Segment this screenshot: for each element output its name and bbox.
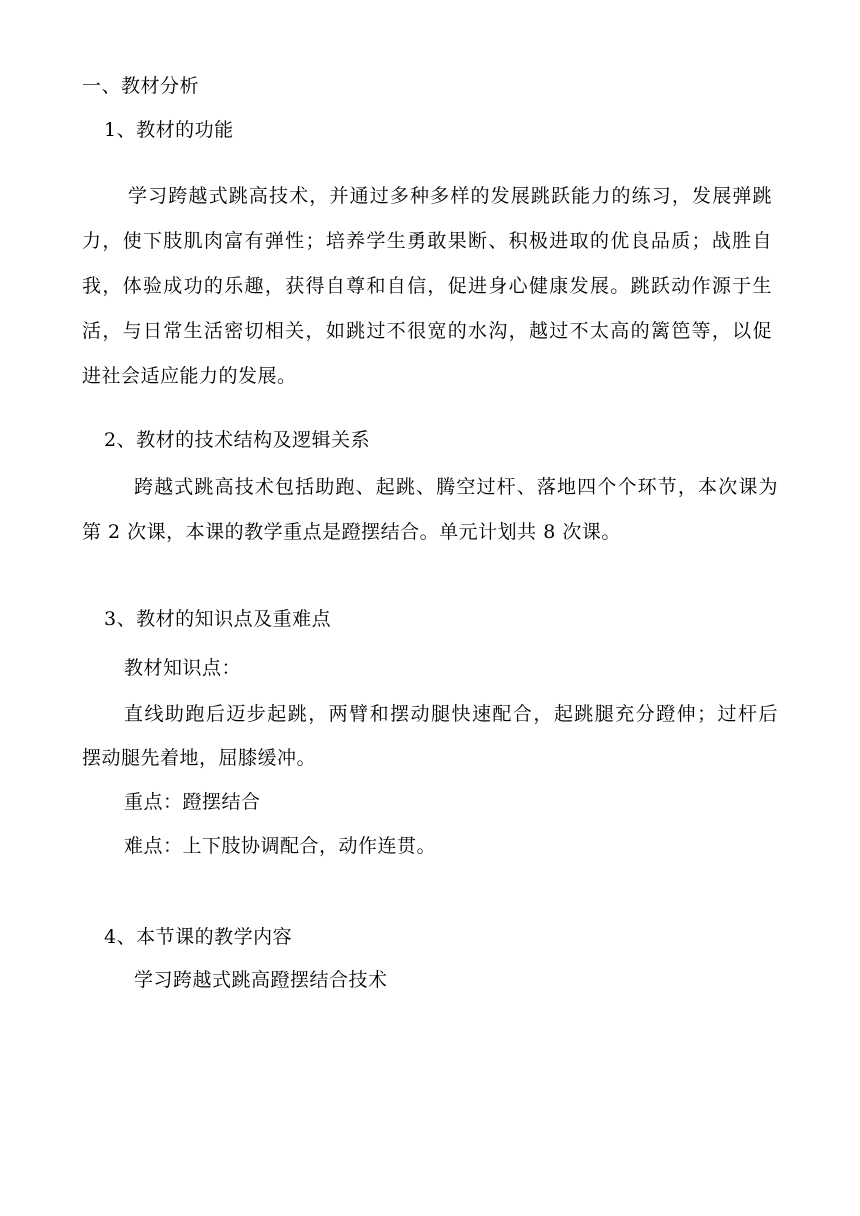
- paragraph-line: 直线助跑后迈步起跳，两臂和摆动腿快速配合，起跳腿充分蹬伸；过杆后: [124, 703, 778, 725]
- paragraph-line: 活，与日常生活密切相关，如跳过不很宽的水沟，越过不太高的篱笆等，以促: [82, 320, 772, 342]
- paragraph-line: 第 2 次课，本课的教学重点是蹬摆结合。单元计划共 8 次课。: [82, 521, 621, 543]
- item-heading-3: 3、教材的知识点及重难点: [104, 608, 332, 630]
- item-heading-1: 1、教材的功能: [104, 119, 234, 141]
- paragraph-line: 学习跨越式跳高技术，并通过多种多样的发展跳跃能力的练习，发展弹跳: [128, 185, 772, 207]
- paragraph-line: 摆动腿先着地，屈膝缓冲。: [82, 747, 317, 769]
- key-point: 重点：蹬摆结合: [124, 791, 261, 813]
- paragraph-line: 我，体验成功的乐趣，获得自尊和自信，促进身心健康发展。跳跃动作源于生: [82, 275, 772, 297]
- paragraph-line: 跨越式跳高技术包括助跑、起跳、腾空过杆、落地四个个环节，本次课为: [134, 476, 778, 498]
- paragraph-line: 力，使下肢肌肉富有弹性；培养学生勇敢果断、积极进取的优良品质；战胜自: [82, 230, 772, 252]
- knowledge-label: 教材知识点：: [124, 657, 242, 679]
- item-heading-2: 2、教材的技术结构及逻辑关系: [104, 429, 371, 451]
- difficulty: 难点：上下肢协调配合，动作连贯。: [124, 835, 437, 857]
- paragraph-line: 进社会适应能力的发展。: [82, 365, 297, 387]
- item-heading-4: 4、本节课的教学内容: [104, 926, 293, 948]
- section-heading: 一、教材分析: [82, 75, 200, 97]
- teaching-content: 学习跨越式跳高蹬摆结合技术: [134, 969, 388, 991]
